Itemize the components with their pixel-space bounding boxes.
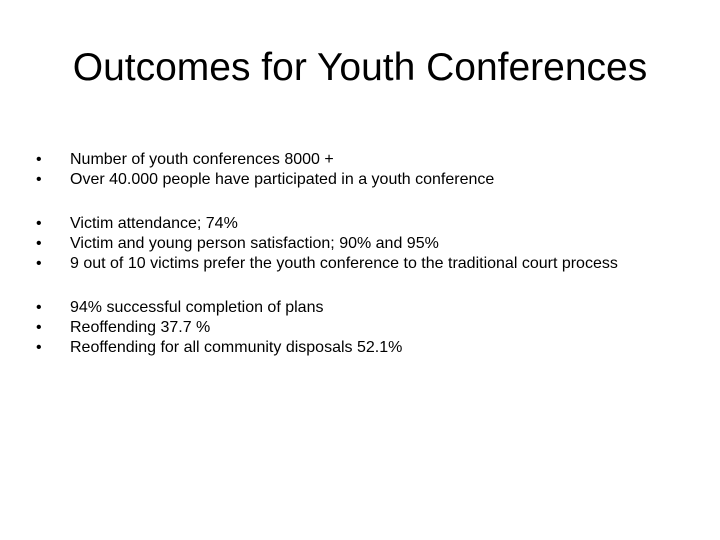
bullet-text: Number of youth conferences 8000 + (70, 151, 334, 168)
bullet-item (36, 234, 696, 254)
bullet-text: Reoffending 37.7 % (70, 319, 211, 336)
bullet-icon: • (36, 171, 42, 188)
bullet-icon: • (36, 299, 42, 316)
bullet-icon: • (36, 235, 42, 252)
bullet-text: Reoffending for all community disposals 52.1% (70, 339, 403, 356)
bullet-icon: • (36, 255, 42, 272)
bullet-item (36, 214, 696, 234)
bullet-text: Victim and young person satisfaction; 90% and 95% (70, 235, 439, 252)
bullet-item (36, 254, 696, 274)
slide-title: Outcomes for Youth Conferences (72, 46, 648, 89)
bullet-group-2 (36, 214, 696, 274)
bullet-text: Victim attendance; 74% (70, 215, 238, 232)
bullet-icon: • (36, 215, 42, 232)
bullet-icon: • (36, 151, 42, 168)
bullet-item (36, 170, 696, 190)
bullet-icon: • (36, 319, 42, 336)
bullet-text: 94% successful completion of plans (70, 299, 324, 316)
bullet-group-3 (36, 298, 696, 358)
bullet-text: 9 out of 10 victims prefer the youth conference to the traditional court process (70, 255, 618, 272)
bullet-item (36, 298, 696, 318)
bullet-item (36, 338, 696, 358)
bullet-group-1 (36, 150, 696, 190)
bullet-icon: • (36, 339, 42, 356)
bullet-item (36, 150, 696, 170)
bullet-item (36, 318, 696, 338)
slide-body (36, 150, 696, 358)
bullet-text: Over 40.000 people have participated in a youth conference (70, 171, 495, 188)
